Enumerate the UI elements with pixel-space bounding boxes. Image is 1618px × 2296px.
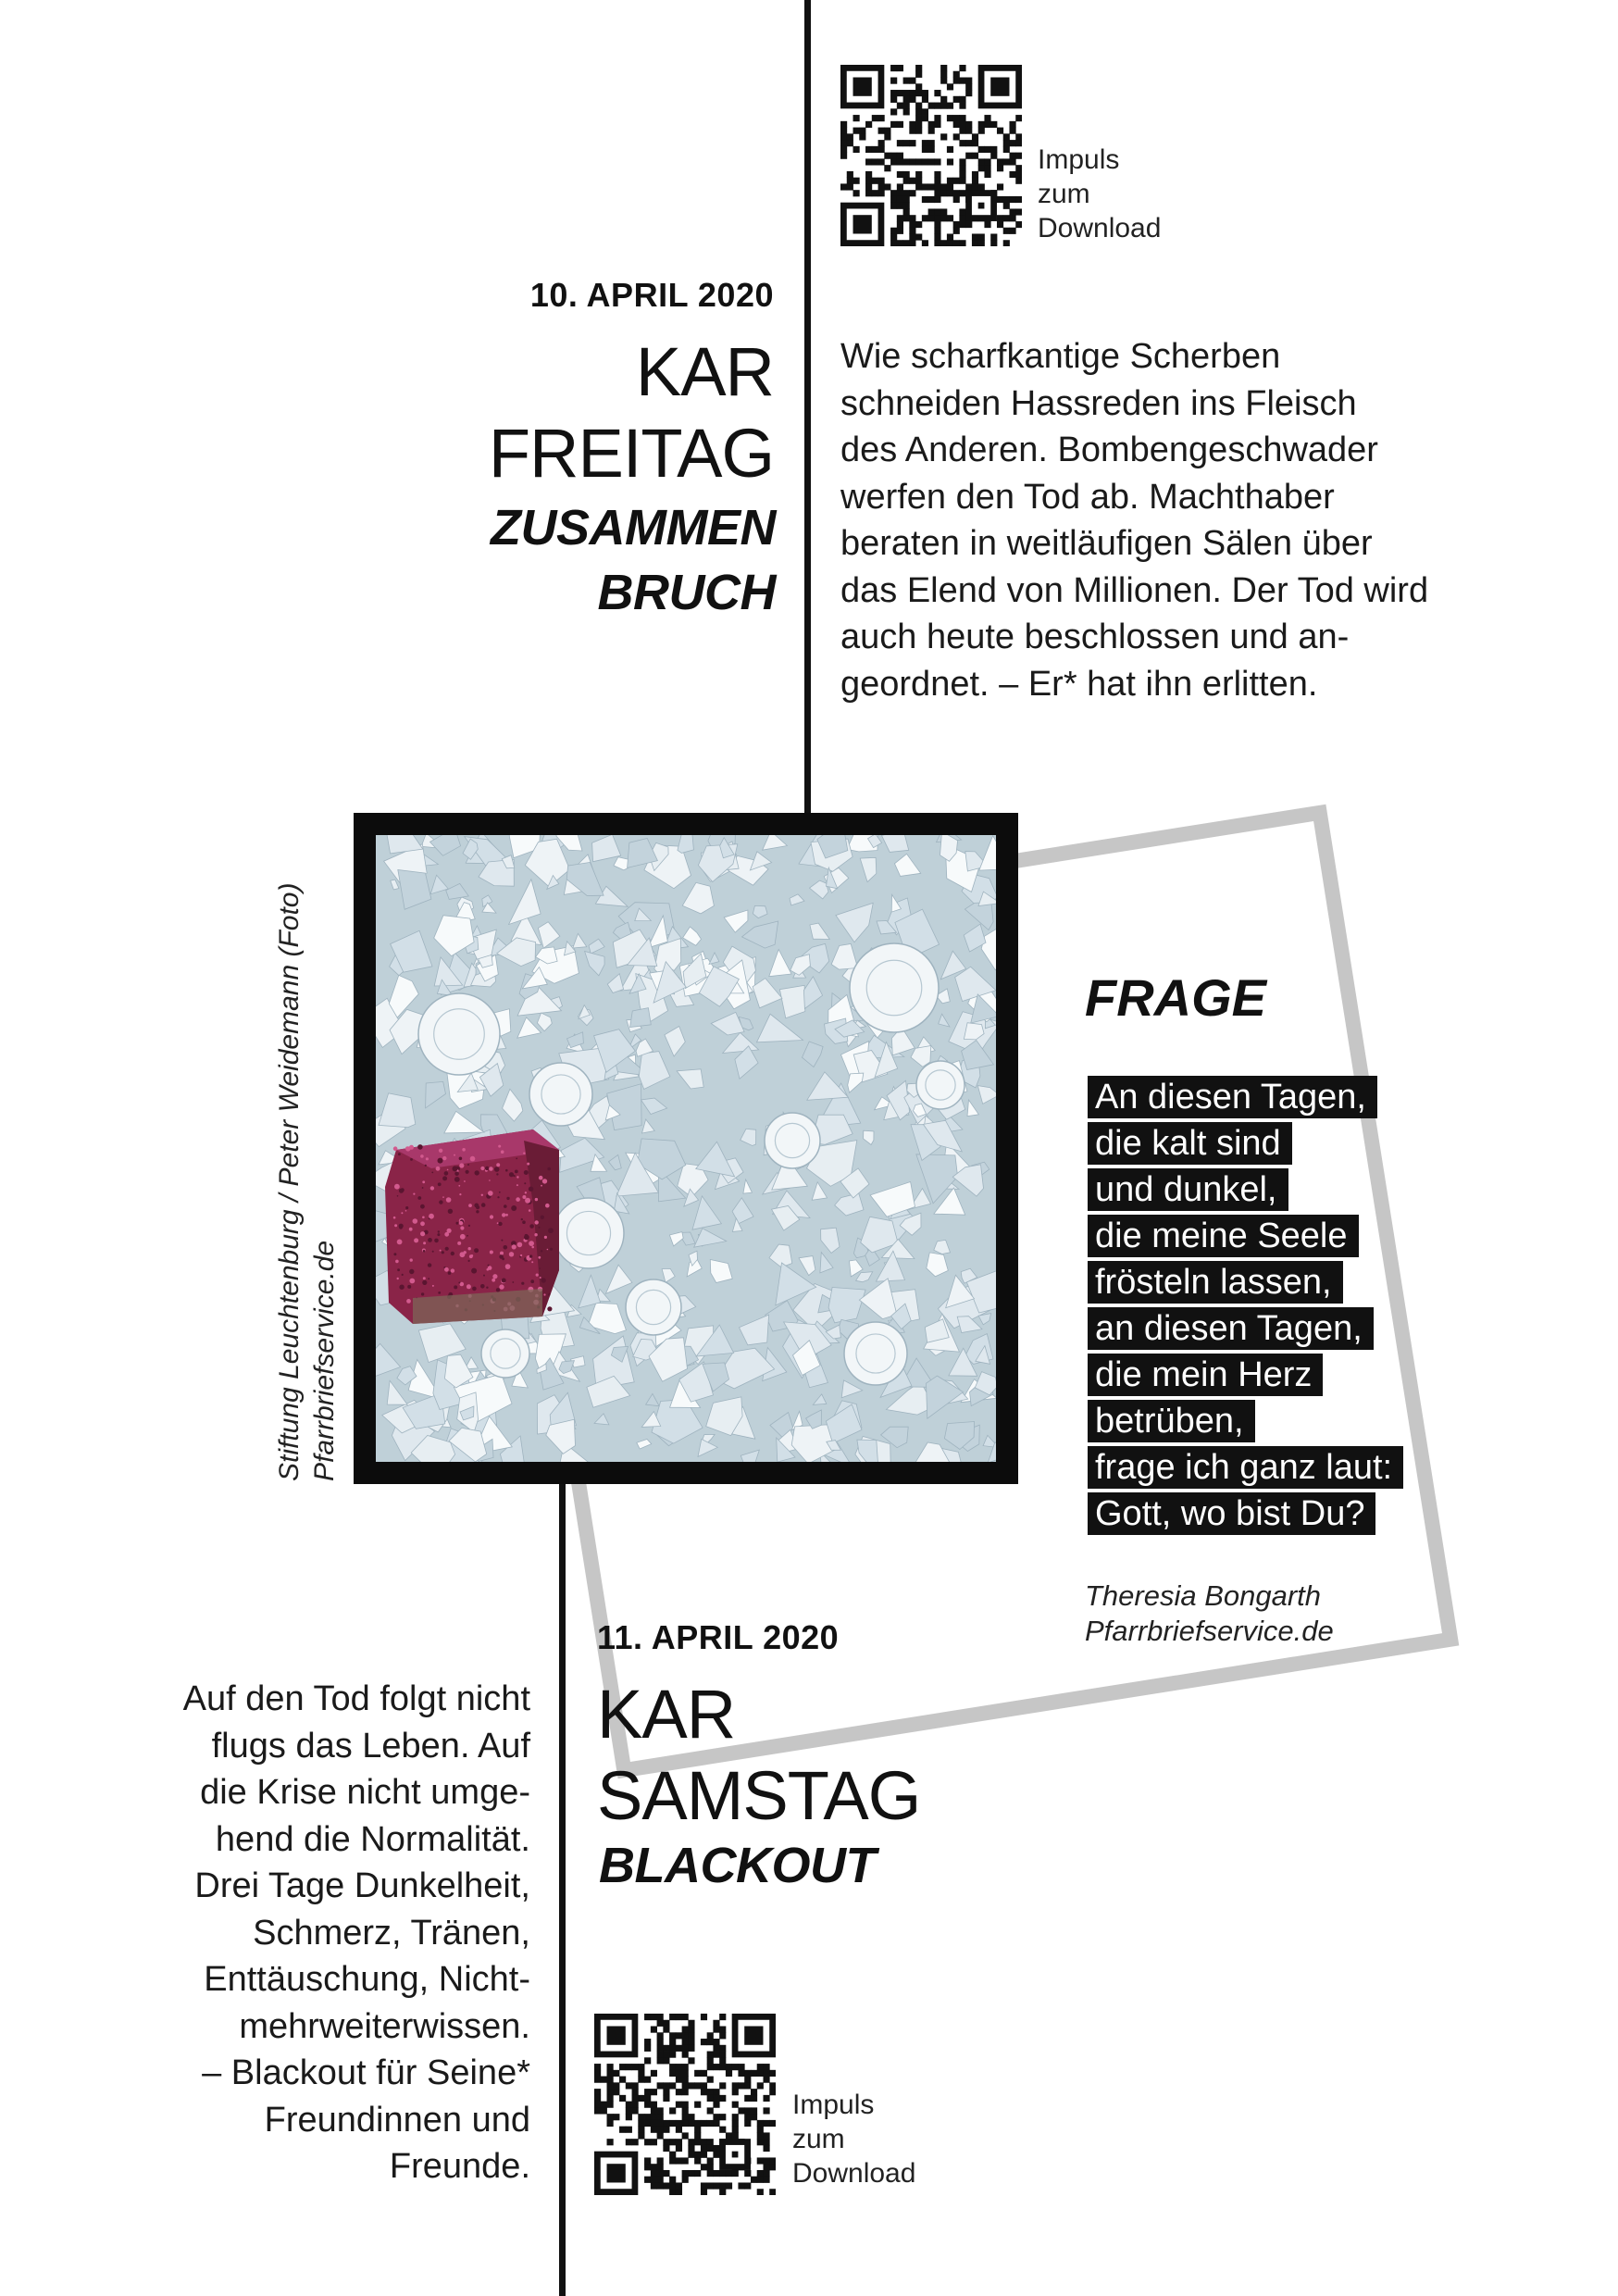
brick-speck <box>429 1214 434 1219</box>
brick-speck <box>410 1158 413 1161</box>
brick-speck <box>397 1278 399 1279</box>
brick-speck <box>506 1197 509 1200</box>
body-line: mehrweiterwissen. <box>239 2006 530 2046</box>
poem-line-text: die meine Seele <box>1088 1215 1359 1257</box>
brick-speck <box>422 1187 424 1189</box>
brick-speck <box>529 1241 534 1246</box>
brick-speck <box>541 1278 546 1282</box>
brick-speck <box>442 1196 444 1198</box>
brick-speck <box>531 1246 534 1249</box>
brick-speck <box>509 1172 514 1177</box>
brick-speck <box>405 1206 408 1209</box>
brick-speck <box>423 1250 426 1253</box>
brick-speck <box>399 1189 404 1193</box>
brick-speck <box>406 1299 411 1304</box>
poem-line <box>1088 1307 1403 1354</box>
brick-speck <box>496 1173 498 1175</box>
body-line: auch heute beschlossen und an- <box>840 618 1350 656</box>
brick-speck <box>476 1210 479 1213</box>
poem-line-text: die kalt sind <box>1088 1122 1292 1165</box>
poem-line-text: betrüben, <box>1088 1400 1255 1442</box>
brick-speck <box>529 1209 531 1212</box>
brick-speck <box>428 1278 429 1279</box>
brick-speck <box>468 1247 471 1250</box>
brick-speck <box>517 1176 518 1178</box>
brick-speck <box>541 1216 544 1219</box>
brick-speck <box>417 1144 423 1150</box>
brick-speck <box>483 1275 485 1277</box>
brick-speck <box>420 1154 424 1158</box>
brick-speck <box>448 1271 452 1275</box>
brick-speck <box>451 1268 454 1272</box>
brick-speck <box>529 1258 531 1260</box>
brick-speck <box>394 1224 397 1227</box>
brick-speck <box>426 1157 429 1160</box>
brick-speck <box>466 1170 469 1174</box>
subtitle-line: ZUSAMMEN <box>491 500 776 555</box>
brick-speck <box>517 1242 523 1248</box>
title-line: SAMSTAG <box>597 1757 921 1834</box>
qr-pattern <box>594 2014 776 2195</box>
brick-speck <box>547 1306 552 1311</box>
porcelain-plate <box>554 1198 624 1268</box>
body-line: Auf den Tod folgt nicht <box>182 1679 530 1718</box>
brick-speck <box>500 1252 504 1255</box>
brick-speck <box>489 1167 493 1171</box>
brick-speck <box>451 1252 454 1255</box>
brick-speck <box>539 1176 543 1180</box>
brick-speck <box>399 1224 404 1229</box>
brick-speck <box>394 1184 400 1190</box>
poem-line-text: Gott, wo bist Du? <box>1088 1492 1375 1535</box>
brick-speck <box>460 1234 466 1240</box>
body-line: geordnet. – Er* hat ihn erlitten. <box>840 664 1318 704</box>
brick-speck <box>535 1220 539 1224</box>
brick-speck <box>499 1254 504 1259</box>
poem-line <box>1088 1168 1403 1215</box>
brick-speck <box>459 1221 463 1225</box>
brick-speck <box>439 1200 442 1204</box>
qr-caption-line: zum <box>1038 179 1090 209</box>
brick-speck <box>413 1218 418 1224</box>
poem-line <box>1088 1492 1403 1539</box>
porcelain-plate <box>529 1063 592 1126</box>
credit-line: Stiftung Leuchtenburg / Peter Weidemann (Foto) <box>274 882 305 1481</box>
body-line: Freunde. <box>389 2147 530 2186</box>
brick-speck <box>457 1242 461 1245</box>
brick-speck <box>436 1167 441 1171</box>
brick-speck <box>505 1169 508 1172</box>
brick-speck <box>420 1204 425 1209</box>
red-brick <box>385 1129 559 1324</box>
brick-speck <box>405 1210 407 1212</box>
poem-line <box>1088 1354 1403 1400</box>
brick-speck <box>529 1254 532 1257</box>
brick-speck <box>475 1170 479 1175</box>
brick-speck <box>417 1196 421 1200</box>
brick-speck <box>538 1256 541 1259</box>
brick-speck <box>522 1195 526 1199</box>
brick-speck <box>499 1284 504 1289</box>
brick-speck <box>458 1282 460 1284</box>
credit-line: Pfarrbriefservice.de <box>309 1240 340 1481</box>
brick-speck <box>480 1284 485 1289</box>
brick-speck <box>454 1177 460 1182</box>
brick-speck <box>467 1235 468 1237</box>
brick-speck <box>525 1198 530 1204</box>
brick-speck <box>541 1250 542 1252</box>
qr-caption-line: Impuls <box>792 2090 875 2120</box>
brick-speck <box>410 1258 413 1261</box>
brick-speck <box>409 1269 414 1274</box>
brick-speck <box>423 1242 426 1244</box>
qr-caption-top <box>1038 143 1161 245</box>
brick-speck <box>492 1274 497 1279</box>
body-text-bottom <box>183 1676 530 2190</box>
brick-speck <box>490 1251 493 1254</box>
brick-speck <box>423 1277 426 1279</box>
brick-speck <box>397 1240 403 1245</box>
brick-speck <box>505 1214 508 1217</box>
poem-line-text: an diesen Tagen, <box>1088 1307 1374 1350</box>
brick-speck <box>438 1158 443 1164</box>
body-line: hend die Normalität. <box>215 1819 530 1859</box>
brick-speck <box>397 1195 399 1197</box>
brick-speck <box>539 1267 541 1269</box>
divider-line-top <box>804 0 811 817</box>
porcelain-plate <box>626 1279 681 1335</box>
brick-speck <box>487 1268 490 1271</box>
brick-speck <box>444 1267 449 1272</box>
brick-speck <box>529 1187 533 1192</box>
brick-speck <box>442 1176 447 1180</box>
brick-speck <box>432 1251 434 1253</box>
brick-speck <box>550 1248 553 1251</box>
brick-speck <box>511 1205 517 1211</box>
brick-speck <box>523 1153 525 1154</box>
brick-speck <box>517 1184 518 1186</box>
brick-speck <box>393 1146 398 1151</box>
brick-speck <box>472 1287 477 1292</box>
body-line: – Blackout für Seine* <box>202 2053 530 2092</box>
poem-line <box>1088 1122 1403 1168</box>
brick-speck <box>496 1163 500 1167</box>
brick-speck <box>462 1148 466 1152</box>
brick-speck <box>529 1224 534 1229</box>
brick-speck <box>439 1149 442 1153</box>
qr-caption-line: zum <box>792 2124 845 2154</box>
brick-speck <box>470 1156 476 1162</box>
brick-speck <box>471 1254 474 1257</box>
poem-line-text: frage ich ganz laut: <box>1088 1446 1403 1489</box>
brick-speck <box>401 1212 403 1214</box>
brick-speck <box>414 1238 418 1242</box>
brick-speck <box>497 1196 499 1198</box>
brick-speck <box>447 1229 452 1233</box>
brick-speck <box>499 1192 501 1193</box>
brick-speck <box>407 1285 411 1289</box>
body-text-top <box>840 333 1428 707</box>
subtitle-top <box>491 495 776 625</box>
brick-speck <box>405 1146 409 1150</box>
poem-line-text: frösteln lassen, <box>1088 1261 1343 1304</box>
brick-speck <box>536 1274 539 1277</box>
brick-speck <box>422 1180 425 1183</box>
brick-speck <box>422 1280 427 1285</box>
title-top <box>489 331 774 494</box>
body-line: beraten in weitläufigen Sälen über <box>840 524 1373 563</box>
brick-speck <box>485 1167 489 1170</box>
porcelain-shards-illustration <box>376 835 996 1462</box>
poem-line <box>1088 1076 1403 1122</box>
subtitle-line: BRUCH <box>597 565 776 620</box>
brick-speck <box>453 1166 458 1171</box>
brick-speck <box>540 1277 541 1279</box>
qr-pattern <box>840 65 1022 246</box>
body-line: das Elend von Millionen. Der Tod wird <box>840 570 1429 610</box>
qr-caption-line: Download <box>792 2158 916 2189</box>
brick-speck <box>496 1288 500 1292</box>
brick-speck <box>525 1192 527 1193</box>
brick-speck <box>454 1171 459 1176</box>
brick-speck <box>432 1285 434 1287</box>
brick-speck <box>464 1180 466 1182</box>
porcelain-shard <box>630 1008 652 1028</box>
brick-speck <box>544 1236 547 1239</box>
body-line: schneiden Hassreden ins Fleisch <box>840 383 1357 423</box>
brick-speck <box>521 1218 523 1220</box>
brick-speck <box>548 1228 554 1233</box>
poem-author <box>1085 1578 1334 1649</box>
brick-speck <box>516 1197 520 1202</box>
porcelain-plate <box>844 1322 907 1385</box>
brick-speck <box>494 1167 500 1172</box>
brick-speck <box>545 1204 550 1208</box>
brick-speck <box>444 1171 449 1176</box>
brick-speck <box>527 1163 529 1166</box>
porcelain-plate <box>418 993 500 1075</box>
brick-speck <box>428 1238 432 1242</box>
porcelain-plate <box>765 1113 820 1168</box>
brick-speck <box>539 1227 541 1229</box>
brick-speck <box>471 1268 477 1274</box>
brick-speck <box>547 1249 549 1251</box>
brick-speck <box>481 1194 483 1196</box>
brick-speck <box>515 1170 518 1174</box>
broken-porcelain-photo <box>376 835 996 1462</box>
brick-speck <box>481 1203 486 1207</box>
brick-speck <box>502 1213 505 1217</box>
brick-speck <box>516 1158 517 1160</box>
brick-speck <box>542 1179 547 1183</box>
title-line: FREITAG <box>488 415 774 492</box>
brick-speck <box>447 1169 449 1171</box>
body-line: Drei Tage Dunkelheit, <box>194 1866 530 1905</box>
brick-speck <box>467 1284 471 1289</box>
poem-line-text: die mein Herz <box>1088 1354 1323 1396</box>
qr-code-bottom[interactable] <box>594 2014 776 2195</box>
qr-caption-line: Download <box>1038 213 1162 243</box>
qr-code-top[interactable] <box>840 65 1022 246</box>
qr-caption-line: Impuls <box>1038 144 1120 175</box>
body-line: die Krise nicht umge- <box>200 1773 530 1812</box>
brick-speck <box>504 1245 508 1250</box>
porcelain-plate <box>481 1329 529 1378</box>
brick-speck <box>468 1225 470 1227</box>
poem-line <box>1088 1446 1403 1492</box>
brick-speck <box>520 1254 522 1256</box>
title-line: KAR <box>635 333 774 410</box>
brick-speck <box>402 1274 404 1276</box>
brick-speck <box>498 1145 501 1148</box>
qr-caption-bottom <box>792 2088 915 2190</box>
brick-speck <box>460 1252 466 1257</box>
brick-speck <box>534 1233 537 1236</box>
poem <box>1088 1076 1403 1539</box>
brick-speck <box>501 1240 503 1242</box>
brick-speck <box>393 1253 396 1255</box>
brick-speck <box>492 1279 495 1282</box>
brick-speck <box>454 1154 455 1156</box>
brick-speck <box>422 1217 425 1219</box>
brick-speck <box>459 1157 463 1161</box>
poem-line <box>1088 1261 1403 1307</box>
brick-speck <box>460 1226 464 1229</box>
brick-speck <box>543 1293 545 1295</box>
brick-speck <box>409 1279 415 1284</box>
brick-speck <box>504 1204 507 1208</box>
brick-speck <box>548 1293 551 1296</box>
brick-speck <box>442 1156 446 1160</box>
brick-speck <box>454 1285 457 1289</box>
poem-line <box>1088 1400 1403 1446</box>
divider-line-bottom <box>559 1481 566 2296</box>
poem-line-text: und dunkel, <box>1088 1168 1288 1211</box>
brick-speck <box>505 1264 511 1269</box>
body-line: Wie scharfkantige Scherben <box>840 337 1281 376</box>
poem-line-text: An diesen Tagen, <box>1088 1076 1377 1118</box>
porcelain-plate <box>850 943 939 1032</box>
brick-speck <box>486 1287 488 1289</box>
brick-speck <box>421 1292 424 1295</box>
body-line: des Anderen. Bombengeschwader <box>840 430 1378 469</box>
brick-speck <box>395 1260 399 1264</box>
brick-speck <box>399 1285 404 1290</box>
poem-line <box>1088 1215 1403 1261</box>
brick-speck <box>393 1217 396 1219</box>
brick-speck <box>547 1167 551 1171</box>
brick-speck <box>448 1209 453 1214</box>
brick-speck <box>522 1220 526 1224</box>
brick-speck <box>459 1193 461 1195</box>
brick-speck <box>524 1235 529 1241</box>
frage-title: FRAGE <box>1085 968 1266 1027</box>
brick-speck <box>397 1268 400 1271</box>
title-line: KAR <box>597 1676 736 1753</box>
brick-speck <box>512 1281 514 1283</box>
brick-speck <box>541 1185 542 1187</box>
brick-speck <box>420 1221 425 1226</box>
body-line: Enttäuschung, Nicht- <box>204 1960 530 1999</box>
brick-speck <box>480 1167 484 1170</box>
brick-speck <box>524 1182 526 1184</box>
brick-speck <box>458 1185 460 1187</box>
brick-speck <box>502 1279 506 1283</box>
brick-speck <box>398 1153 401 1155</box>
brick-speck <box>497 1222 499 1224</box>
brick-speck <box>434 1239 439 1243</box>
subtitle-bottom: BLACKOUT <box>599 1838 876 1893</box>
porcelain-plate <box>916 1061 965 1109</box>
photo-frame <box>354 813 1018 1484</box>
title-bottom <box>597 1674 920 1837</box>
brick-speck <box>468 1260 470 1262</box>
body-line: werfen den Tod ab. Machthaber <box>840 477 1335 517</box>
brick-speck <box>438 1182 442 1186</box>
body-line: flugs das Leben. Auf <box>211 1726 530 1766</box>
brick-speck <box>512 1244 517 1249</box>
brick-speck <box>446 1197 452 1203</box>
brick-speck <box>474 1204 479 1208</box>
body-line: Freundinnen und <box>264 2100 530 2140</box>
author-line: Theresia Bongarth <box>1085 1579 1322 1612</box>
brick-speck <box>425 1165 427 1167</box>
brick-speck <box>535 1198 538 1201</box>
brick-speck <box>413 1193 415 1195</box>
brick-speck <box>489 1179 491 1181</box>
brick-speck <box>437 1233 440 1236</box>
brick-speck <box>509 1252 514 1256</box>
body-line: Schmerz, Tränen, <box>253 1913 530 1953</box>
date-top: 10. APRIL 2020 <box>529 276 774 314</box>
brick-speck <box>498 1222 502 1226</box>
brick-speck <box>438 1230 440 1232</box>
brick-speck <box>438 1292 441 1294</box>
brick-speck <box>440 1250 442 1252</box>
brick-speck <box>488 1191 493 1196</box>
brick-speck <box>501 1150 504 1154</box>
brick-speck <box>456 1222 459 1225</box>
date-bottom: 11. APRIL 2020 <box>597 1618 840 1656</box>
author-line: Pfarrbriefservice.de <box>1085 1615 1334 1647</box>
brick-speck <box>488 1265 490 1267</box>
brick-speck <box>428 1263 431 1267</box>
brick-speck <box>430 1186 434 1190</box>
brick-speck <box>442 1251 444 1254</box>
brick-speck <box>531 1261 533 1263</box>
brick-speck <box>490 1215 493 1218</box>
brick-speck <box>468 1204 472 1207</box>
brick-speck <box>474 1248 479 1253</box>
brick-speck <box>431 1172 433 1174</box>
brick-speck <box>445 1247 449 1251</box>
brick-speck <box>459 1163 464 1167</box>
brick-speck <box>524 1170 529 1175</box>
brick-speck <box>467 1164 469 1166</box>
photo-credit <box>272 883 342 1481</box>
brick-speck <box>521 1282 524 1285</box>
brick-speck <box>530 1279 534 1283</box>
brick-speck <box>409 1228 413 1231</box>
brick-speck <box>420 1231 425 1236</box>
